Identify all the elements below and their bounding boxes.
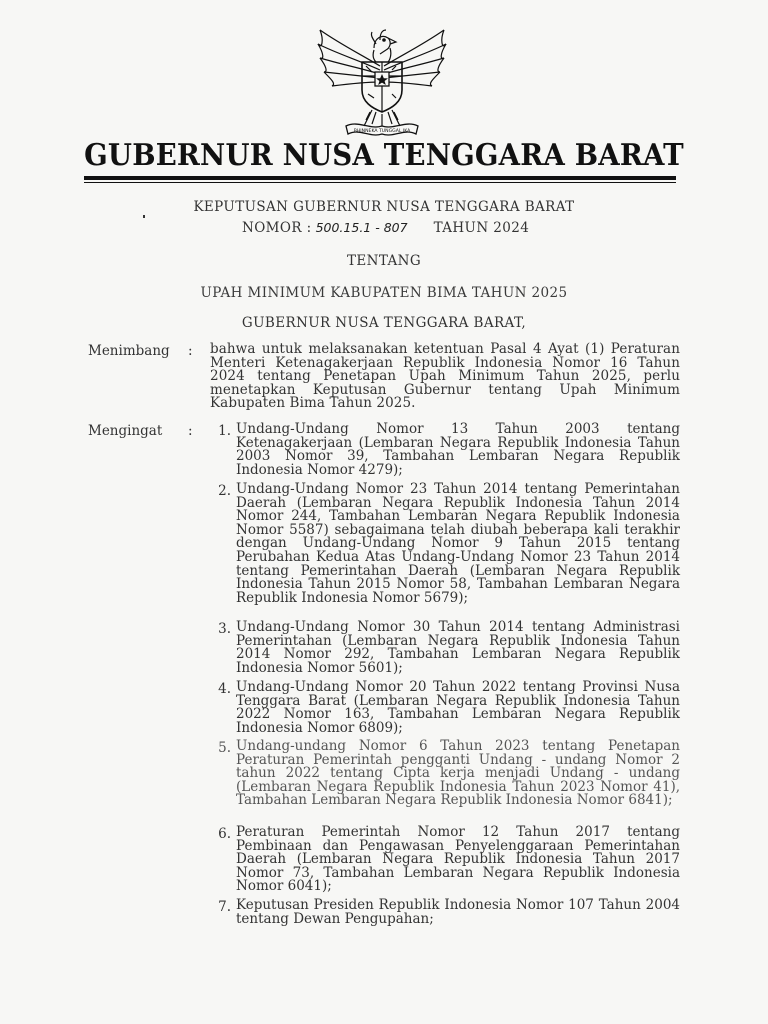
mengingat-item-5-number: 5. bbox=[218, 740, 231, 756]
svg-text:BHINNEKA TUNGGAL IKA: BHINNEKA TUNGGAL IKA bbox=[353, 129, 411, 134]
nomor-handwritten-value: 500.15.1 - 807 bbox=[315, 220, 408, 235]
menimbang-text: bahwa untuk melaksanakan ketentuan Pasal 4 Ayat (1) Peraturan Menteri Ketenagakerjaan Republik Indonesia Nomor 16 Tahun 2024 tentang Penetapan Upah Minimum Tahun 2025, perlu menetapkan Keputusan Gubernur tentang Upah Minimum Kabupaten Bima Tahun 2025. bbox=[210, 341, 680, 412]
garuda-icon bbox=[310, 14, 454, 142]
mengingat-item-7: Keputusan Presiden Republik Indonesia Nomor 107 Tahun 2004 tentang Dewan Pengupahan; bbox=[236, 897, 680, 927]
decree-subject: UPAH MINIMUM KABUPATEN BIMA TAHUN 2025 bbox=[200, 285, 568, 301]
menimbang-colon: : bbox=[188, 343, 193, 359]
decree-year: TAHUN 2024 bbox=[433, 220, 530, 236]
mengingat-item-3-number: 3. bbox=[218, 621, 231, 637]
mengingat-item-2-number: 2. bbox=[218, 483, 231, 499]
header-rule-thick bbox=[84, 176, 676, 180]
garuda-emblem bbox=[310, 14, 454, 142]
tentang-label: TENTANG bbox=[346, 253, 422, 269]
mengingat-item-6: Peraturan Pemerintah Nomor 12 Tahun 2017 tentang Pembinaan dan Pengawasan Penyelenggaraan Pemerintahan Daerah (Lembaran Negara Republik Indonesia Tahun 2017 Nomor 73, Tambahan Lembaran Negara Republik Indonesia Nomor 6041); bbox=[236, 824, 680, 895]
mengingat-item-6-number: 6. bbox=[218, 826, 231, 842]
mengingat-item-5: Undang-undang Nomor 6 Tahun 2023 tentang Penetapan Peraturan Pemerintah pengganti Undang - undang Nomor 2 tahun 2022 tentang Cipta kerja menjadi Undang - undang (Lembaran Negara Republik Indonesia Tahun 2023 Nomor 41), Tambahan Lembaran Negara Republik Indonesia Nomor 6841); bbox=[236, 738, 680, 809]
header-rule-thin bbox=[84, 182, 676, 183]
decree-number-line bbox=[242, 220, 529, 236]
mengingat-label: Mengingat bbox=[88, 423, 163, 439]
decree-issuer: GUBERNUR NUSA TENGGARA BARAT, bbox=[241, 315, 527, 331]
mengingat-item-1: Undang-Undang Nomor 13 Tahun 2003 tentang Ketenagakerjaan (Lembaran Negara Republik Indonesia Tahun 2003 Nomor 39, Tambahan Lembaran Negara Republik Indonesia Nomor 4279); bbox=[236, 421, 680, 478]
government-title: GUBERNUR NUSA TENGGARA BARAT bbox=[84, 138, 684, 173]
mengingat-colon: : bbox=[188, 423, 193, 439]
scan-mark bbox=[143, 215, 145, 218]
decree-heading: KEPUTUSAN GUBERNUR NUSA TENGGARA BARAT bbox=[193, 199, 575, 215]
mengingat-item-3: Undang-Undang Nomor 30 Tahun 2014 tentang Administrasi Pemerintahan (Lembaran Negara Republik Indonesia Tahun 2014 Nomor 292, Tambahan Lembaran Negara Republik Indonesia Nomor 5601); bbox=[236, 619, 680, 676]
mengingat-item-1-number: 1. bbox=[218, 423, 231, 439]
menimbang-label: Menimbang bbox=[88, 343, 170, 359]
mengingat-item-7-number: 7. bbox=[218, 899, 231, 915]
mengingat-item-2: Undang-Undang Nomor 23 Tahun 2014 tentang Pemerintahan Daerah (Lembaran Negara Republik Indonesia Tahun 2014 Nomor 244, Tambahan Lembaran Negara Republik Indonesia Nomor 5587) sebagaimana telah diubah beberapa kali terakhir dengan Undang-Undang Nomor 9 Tahun 2015 tentang Perubahan Kedua Atas Undang-Undang Nomor 23 Tahun 2014 tentang Pemerintahan Daerah (Lembaran Negara Republik Indonesia Tahun 2015 Nomor 58, Tambahan Lembaran Negara Republik Indonesia Nomor 5679); bbox=[236, 481, 680, 606]
nomor-label: NOMOR : bbox=[242, 220, 312, 236]
mengingat-item-4-number: 4. bbox=[218, 681, 231, 697]
mengingat-item-4: Undang-Undang Nomor 20 Tahun 2022 tentang Provinsi Nusa Tenggara Barat (Lembaran Negara Republik Indonesia Tahun 2022 Nomor 163, Tambahan Lembaran Negara Republik Indonesia Nomor 6809); bbox=[236, 679, 680, 736]
